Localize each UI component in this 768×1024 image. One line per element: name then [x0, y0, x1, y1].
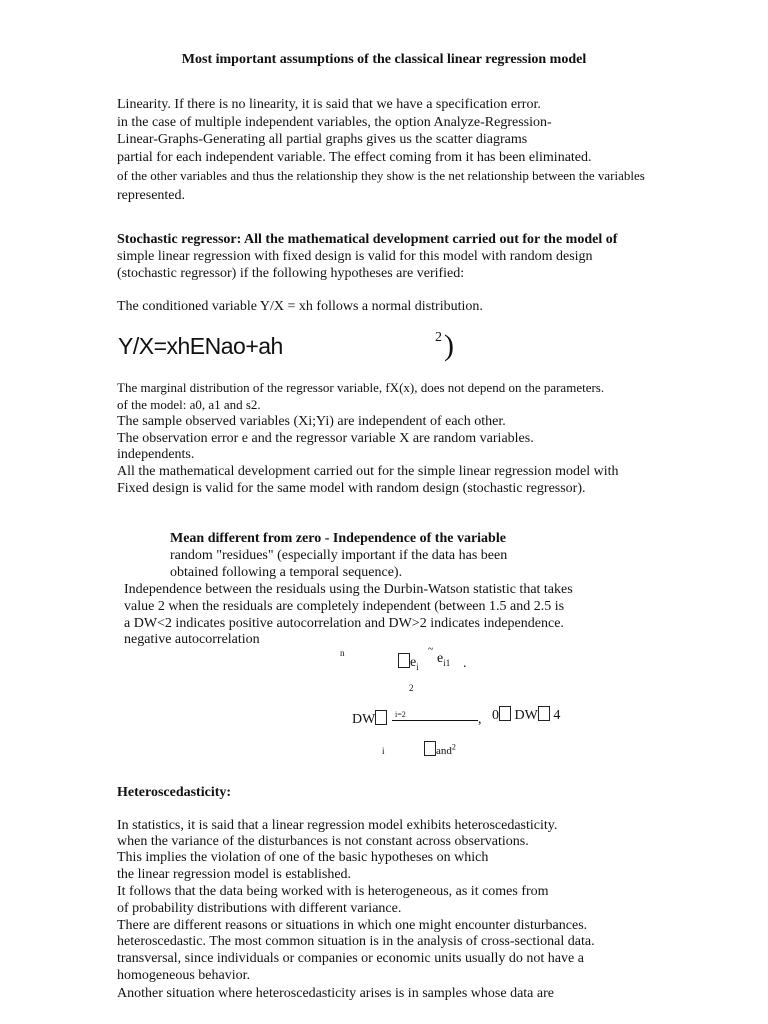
- dw-ei: e: [410, 655, 417, 670]
- hetero-line-1: In statistics, it is said that a linear regression model exhibits heteroscedasticity.: [117, 818, 558, 833]
- stochastic-line-2: simple linear regression with fixed design is valid for this model with random design: [117, 249, 593, 264]
- mean-line-5-text: value 2 when the residuals are completely independent (between 1.5 and 2.5 is: [124, 599, 565, 614]
- mean-line-2: random "residues" (especially important if the data has been: [170, 548, 508, 563]
- stochastic-line-4: The conditioned variable Y/X = xh follows a normal distribution.: [117, 299, 483, 314]
- hetero-line-2: when the variance of the disturbances is not constant across observations.: [117, 834, 529, 849]
- mean-line-5: [124, 598, 632, 615]
- mean-line-4: Independence between the residuals using the Durbin-Watson statistic that takes: [124, 582, 573, 597]
- sum-symbol-icon-2: [424, 741, 436, 756]
- stochastic-line-6: of the model: a0, a1 and s2.: [117, 397, 261, 412]
- dw-denominator: [424, 741, 456, 757]
- dw-dot: .: [463, 656, 467, 671]
- dw-range-mid: DW: [514, 708, 538, 723]
- sum-symbol-icon: [398, 653, 410, 668]
- stochastic-line-9: independents.: [117, 447, 195, 462]
- hetero-line-7: There are different reasons or situations in which one might encounter disturbances.: [117, 918, 588, 933]
- linearity-line-5: of the other variables and thus the relationship they show is the net relationship between the variables: [117, 168, 645, 183]
- stochastic-line-5: The marginal distribution of the regressor variable, fX(x), does not depend on the parameters.: [117, 380, 605, 395]
- dw-ei1: [437, 651, 450, 668]
- dw-comma: ,: [478, 712, 482, 727]
- normal-distribution-formula: Y/X=xhENao+ah: [118, 333, 283, 359]
- dw-label: DW: [352, 712, 376, 727]
- hetero-line-6: of probability distributions with different variance.: [117, 901, 402, 916]
- stochastic-line-11: Fixed design is valid for the same model with random design (stochastic regressor).: [117, 481, 586, 496]
- dw-fraction-line: [392, 720, 478, 721]
- linearity-line-4: partial for each independent variable. The effect coming from it has been eliminated.: [117, 150, 592, 165]
- stochastic-line-8: The observation error e and the regressor variable X are random variables.: [117, 431, 534, 446]
- hetero-line-4: the linear regression model is established.: [117, 867, 352, 882]
- hetero-line-9: transversal, since individuals or companies or economic units usually do not have a: [117, 951, 584, 966]
- dw-ei1-sub: i1: [443, 657, 451, 668]
- dw-lhs: [352, 710, 387, 728]
- stochastic-line-3: (stochastic regressor) if the following hypotheses are verified:: [117, 266, 465, 281]
- equals-box-icon: [375, 710, 387, 725]
- mean-line-7: negative autocorrelation: [124, 632, 260, 647]
- dw-den-text: and: [436, 745, 452, 757]
- hetero-heading: Heteroscedasticity:: [117, 785, 232, 800]
- dw-ei1-letter: e: [437, 651, 444, 666]
- mean-heading-line: Mean different from zero - Independence of the variable: [170, 531, 506, 546]
- dw-square: 2: [409, 683, 414, 693]
- hetero-line-11: Another situation where heteroscedasticity arises is in samples whose data are: [117, 986, 554, 1001]
- formula-closing-paren: ): [444, 329, 454, 362]
- linearity-line-1: Linearity. If there is no linearity, it is said that we have a specification error.: [117, 97, 541, 112]
- linearity-line-6: represented.: [117, 188, 186, 203]
- mean-line-6: a DW<2 indicates positive autocorrelation and DW>2 indicates independence.: [124, 616, 564, 631]
- dw-upper-n: n: [340, 648, 345, 658]
- dw-lower-i: i: [382, 746, 385, 756]
- dw-numerator: [398, 653, 419, 672]
- hetero-line-8-text: heteroscedastic. The most common situation is in the analysis of cross-sectional data.: [117, 934, 595, 949]
- formula-superscript: 2: [435, 330, 442, 345]
- dw-range-high: 4: [553, 708, 561, 723]
- leq-box-icon-2: [538, 706, 550, 721]
- dw-tilde: ~: [428, 644, 434, 655]
- dw-den-sup: 2: [451, 742, 456, 752]
- dw-range: [492, 706, 560, 724]
- dw-range-low: 0: [492, 708, 499, 723]
- linearity-line-2: [117, 114, 625, 131]
- mean-line-3: obtained following a temporal sequence).: [170, 565, 403, 580]
- linearity-line-3: Linear-Graphs-Generating all partial graphs gives us the scatter diagrams: [117, 132, 528, 147]
- stochastic-line-7: The sample observed variables (Xi;Yi) are independent of each other.: [117, 414, 506, 429]
- leq-box-icon: [499, 706, 511, 721]
- dw-sum-start: i=2: [395, 710, 406, 719]
- hetero-line-8: [117, 933, 668, 950]
- hetero-line-5: It follows that the data being worked with is heterogeneous, as it comes from: [117, 884, 549, 899]
- page-title: Most important assumptions of the classical linear regression model: [181, 52, 587, 67]
- stochastic-heading-line: Stochastic regressor: All the mathematical development carried out for the model of: [117, 232, 618, 247]
- hetero-line-3: This implies the violation of one of the basic hypotheses on which: [117, 850, 489, 865]
- stochastic-line-10: All the mathematical development carried out for the simple linear regression model with: [117, 464, 619, 479]
- hetero-line-10: homogeneous behavior.: [117, 968, 250, 983]
- dw-ei-sub: i: [416, 661, 419, 672]
- linearity-line-2-text: in the case of multiple independent variables, the option Analyze-Regression-: [117, 115, 552, 130]
